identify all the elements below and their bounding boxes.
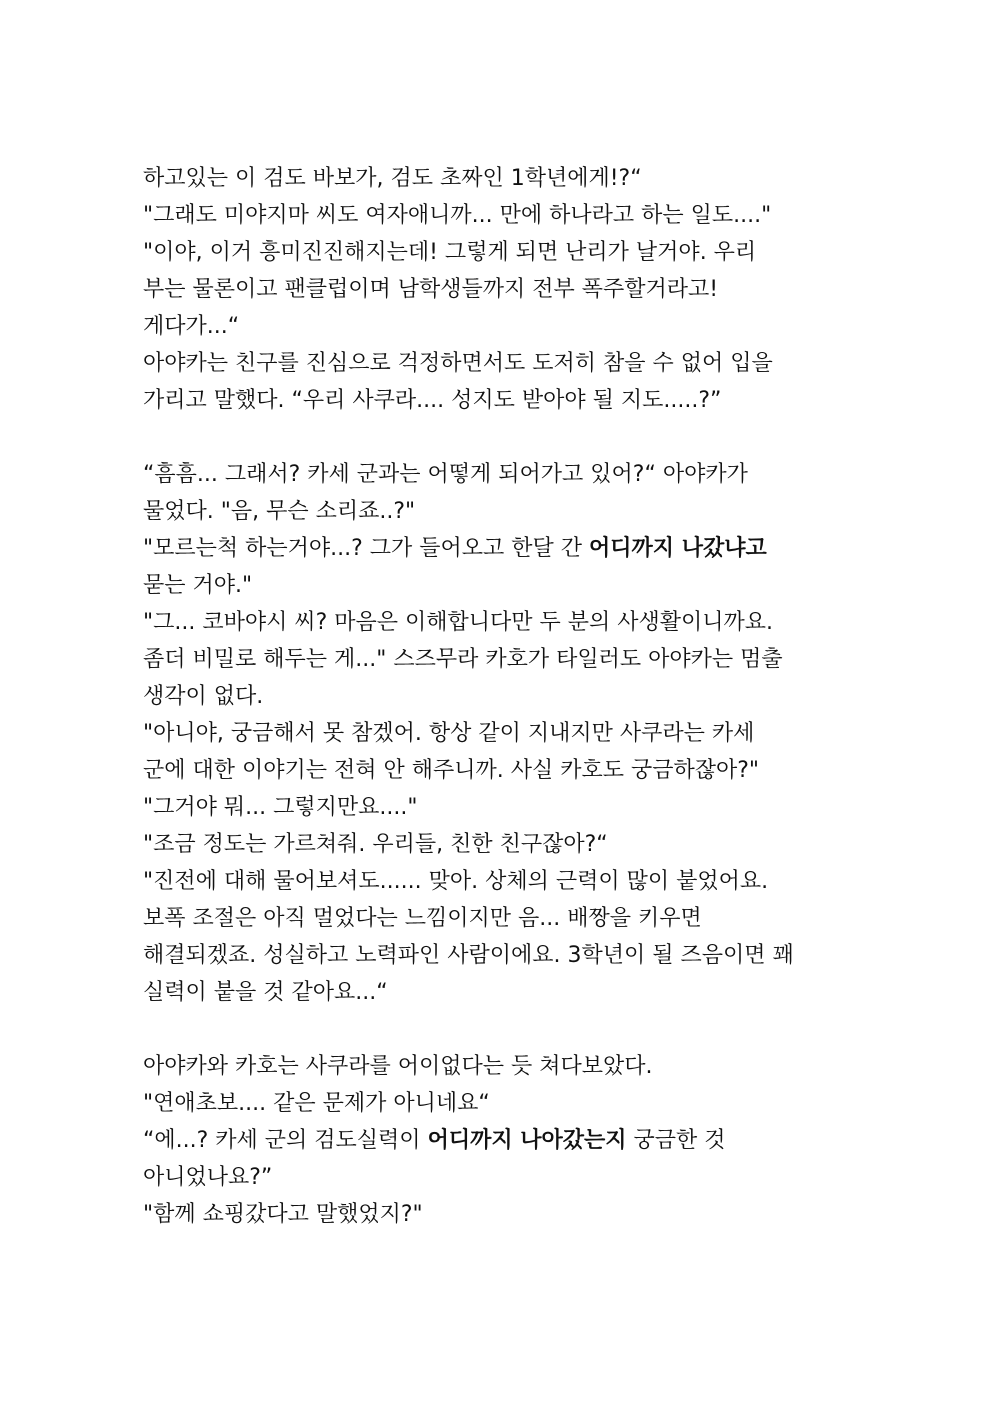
text-line	[143, 382, 853, 419]
text-segment: "함께 쇼핑갔다고 말했었지?"	[143, 1202, 423, 1227]
text-line	[143, 863, 853, 900]
text-segment: “에...? 카세 군의 검도실력이	[143, 1128, 428, 1153]
text-line	[143, 493, 853, 530]
text-line	[143, 567, 853, 604]
text-segment: "연애초보.... 같은 문제가 아니네요“	[143, 1091, 490, 1116]
text-segment: "그거야 뭐... 그렇지만요...."	[143, 795, 418, 820]
blank-line	[143, 1011, 853, 1048]
text-line	[143, 1085, 853, 1122]
text-line	[143, 308, 853, 345]
text-segment: "조금 정도는 가르쳐줘. 우리들, 친한 친구잖아?“	[143, 832, 608, 857]
text-segment: 아니었나요?”	[143, 1165, 273, 1190]
text-segment: "진전에 대해 물어보셔도...... 맞아. 상체의 근력이 많이 붙었어요.	[143, 869, 769, 894]
text-segment: 군에 대한 이야기는 전혀 안 해주니까. 사실 카호도 궁금하잖아?"	[143, 758, 760, 783]
text-line	[143, 345, 853, 382]
text-segment: 가리고 말했다. “우리 사쿠라.... 성지도 받아야 될 지도.....?”	[143, 388, 722, 413]
bold-text-segment: 어디까지 나아갔는지	[427, 1128, 627, 1153]
text-segment: 부는 물론이고 팬클럽이며 남학생들까지 전부 폭주할거라고!	[143, 277, 719, 302]
text-line	[143, 715, 853, 752]
text-segment: 물었다. "음, 무슨 소리죠..?"	[143, 499, 416, 524]
text-line	[143, 456, 853, 493]
text-line	[143, 937, 853, 974]
text-segment: 하고있는 이 검도 바보가, 검도 초짜인 1학년에게!?“	[143, 166, 642, 191]
text-line	[143, 197, 853, 234]
text-line	[143, 1122, 853, 1159]
text-line	[143, 530, 853, 567]
text-segment: 아야카와 카호는 사쿠라를 어이없다는 듯 쳐다보았다.	[143, 1054, 653, 1079]
text-segment: 실력이 붙을 것 같아요...“	[143, 980, 388, 1005]
text-line	[143, 974, 853, 1011]
text-segment: 생각이 없다.	[143, 684, 264, 709]
text-line	[143, 826, 853, 863]
text-segment: "모르는척 하는거야...? 그가 들어오고 한달 간	[143, 536, 590, 561]
text-line	[143, 1159, 853, 1196]
text-line	[143, 752, 853, 789]
text-segment: 게다가...“	[143, 314, 240, 339]
blank-line	[143, 419, 853, 456]
text-segment: "아니야, 궁금해서 못 참겠어. 항상 같이 지내지만 사쿠라는 카세	[143, 721, 755, 746]
text-line	[143, 234, 853, 271]
text-line	[143, 1048, 853, 1085]
text-segment: “흠흠... 그래서? 카세 군과는 어떻게 되어가고 있어?“ 아야카가	[143, 462, 748, 487]
text-segment: "이야, 이거 흥미진진해지는데! 그렇게 되면 난리가 날거야. 우리	[143, 240, 757, 265]
text-segment: 아야카는 친구를 진심으로 걱정하면서도 도저히 참을 수 없어 입을	[143, 351, 773, 376]
text-segment: "그래도 미야지마 씨도 여자애니까... 만에 하나라고 하는 일도...."	[143, 203, 772, 228]
text-segment: 좀더 비밀로 해두는 게..." 스즈무라 카호가 타일러도 아야카는 멈출	[143, 647, 783, 672]
text-segment: 보폭 조절은 아직 멀었다는 느낌이지만 음... 배짱을 키우면	[143, 906, 702, 931]
story-text	[143, 160, 853, 1233]
bold-text-segment: 어디까지 나갔냐고	[589, 536, 767, 561]
text-segment: 궁금한 것	[626, 1128, 726, 1153]
text-line	[143, 160, 853, 197]
text-segment: 해결되겠죠. 성실하고 노력파인 사람이에요. 3학년이 될 즈음이면 꽤	[143, 943, 794, 968]
text-segment: 묻는 거야."	[143, 573, 253, 598]
text-line	[143, 789, 853, 826]
text-line	[143, 900, 853, 937]
text-line	[143, 271, 853, 308]
text-segment: "그... 코바야시 씨? 마음은 이해합니다만 두 분의 사생활이니까요.	[143, 610, 774, 635]
text-line	[143, 641, 853, 678]
text-line	[143, 604, 853, 641]
text-line	[143, 1196, 853, 1233]
text-line	[143, 678, 853, 715]
